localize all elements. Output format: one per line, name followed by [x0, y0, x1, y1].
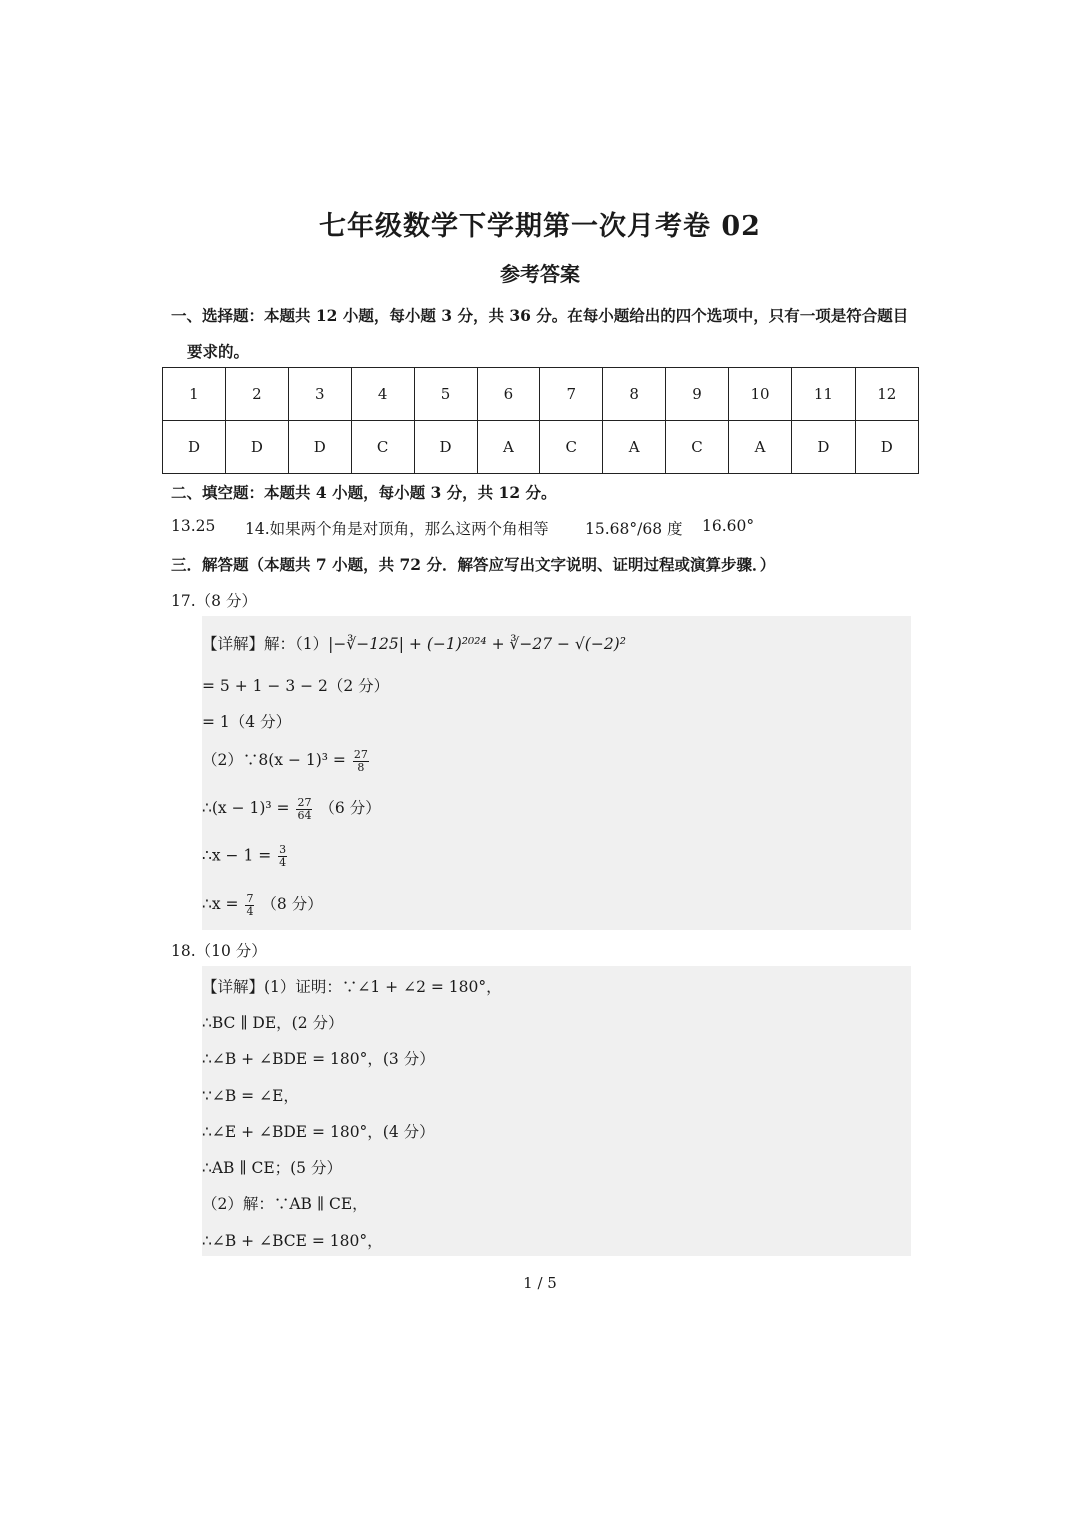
table-cell: D — [855, 421, 918, 474]
q17-line-5-suffix: （6 分） — [319, 799, 381, 817]
q17-line-5 — [202, 796, 381, 822]
table-cell: 5 — [414, 368, 477, 421]
q18-line-5: ∴∠E + ∠BDE = 180°，(4 分） — [202, 1123, 435, 1141]
table-cell: 11 — [792, 368, 855, 421]
q17-line-7-suffix: （8 分） — [261, 895, 323, 913]
q17-line-2: = 5 + 1 − 3 − 2（2 分） — [202, 677, 390, 695]
table-cell: 8 — [603, 368, 666, 421]
table-cell: D — [288, 421, 351, 474]
fraction — [245, 893, 254, 918]
table-cell: D — [225, 421, 288, 474]
fraction-denominator: 8 — [357, 760, 365, 774]
q17-line-7 — [202, 892, 323, 918]
q18-line-4: ∵∠B = ∠E， — [202, 1087, 299, 1105]
table-cell: C — [351, 421, 414, 474]
fraction-denominator: 4 — [246, 904, 254, 918]
table-cell: D — [792, 421, 855, 474]
table-cell: D — [163, 421, 226, 474]
table-cell: 7 — [540, 368, 603, 421]
page-number: 1 / 5 — [523, 1274, 557, 1292]
fraction-denominator: 64 — [297, 808, 312, 822]
q17-line-3: = 1（4 分） — [202, 713, 292, 731]
answer-table-answer-row — [163, 421, 919, 474]
fraction-numerator: 7 — [246, 891, 254, 905]
page-title: 七年级数学下学期第一次月考卷 02 — [319, 211, 761, 242]
table-cell: C — [666, 421, 729, 474]
table-cell: C — [540, 421, 603, 474]
table-cell: A — [477, 421, 540, 474]
q17-line-5-prefix: ∴(x − 1)³ = — [202, 799, 290, 817]
fraction-numerator: 27 — [297, 795, 312, 809]
q18-line-6: ∴AB ∥ CE；(5 分） — [202, 1159, 342, 1177]
section3-heading: 三．解答题（本题共 7 小题，共 72 分．解答应写出文字说明、证明过程或演算步骤．） — [171, 555, 776, 574]
table-cell: 10 — [728, 368, 791, 421]
answer-14: 14.如果两个角是对顶角，那么这两个角相等 — [245, 520, 549, 538]
table-cell: A — [728, 421, 791, 474]
answer-table — [162, 367, 919, 474]
table-cell: 1 — [163, 368, 226, 421]
section2-heading: 二、填空题：本题共 4 小题，每小题 3 分，共 12 分。 — [171, 483, 557, 502]
answer-15: 15.68°/68 度 — [585, 520, 683, 538]
q17-line-6-prefix: ∴x − 1 = — [202, 846, 272, 865]
table-cell: 2 — [225, 368, 288, 421]
fraction — [353, 749, 369, 774]
section1-heading: 一、选择题：本题共 12 小题，每小题 3 分，共 36 分。在每小题给出的四个选项中，只有一项是符合题目 — [171, 306, 909, 325]
q17-line-1-prefix: 【详解】解：（1） — [202, 635, 329, 653]
fraction-numerator: 3 — [279, 843, 287, 856]
q18-line-3: ∴∠B + ∠BDE = 180°，(3 分） — [202, 1050, 435, 1068]
fraction — [278, 844, 287, 869]
page-subtitle: 参考答案 — [500, 262, 580, 286]
answer-16: 16.60° — [702, 517, 755, 535]
table-cell: 3 — [288, 368, 351, 421]
q17-line-4-prefix: （2）∵8(x − 1)³ = — [202, 751, 346, 769]
q18-label: 18.（10 分） — [171, 942, 267, 960]
q17-line-4 — [202, 748, 371, 774]
fraction-numerator: 27 — [353, 747, 368, 761]
answer-table-header-row — [163, 368, 919, 421]
table-cell: A — [603, 421, 666, 474]
answer-13: 13.25 — [171, 517, 216, 535]
fraction — [296, 797, 312, 822]
table-cell: 9 — [666, 368, 729, 421]
table-cell: 4 — [351, 368, 414, 421]
q18-line-2: ∴BC ∥ DE，(2 分） — [202, 1014, 344, 1032]
q17-line-7-prefix: ∴x = — [202, 895, 239, 913]
fraction-denominator: 4 — [279, 856, 287, 869]
q18-line-1: 【详解】(1）证明：∵∠1 + ∠2 = 180°， — [202, 978, 502, 996]
table-cell: 6 — [477, 368, 540, 421]
table-cell: 12 — [855, 368, 918, 421]
q17-line-6 — [202, 844, 289, 869]
q17-line-1 — [202, 632, 626, 654]
table-cell: D — [414, 421, 477, 474]
q17-label: 17.（8 分） — [171, 592, 257, 610]
q18-line-8: ∴∠B + ∠BCE = 180°， — [202, 1232, 383, 1250]
q18-line-7: （2）解：∵AB ∥ CE， — [202, 1195, 368, 1213]
q17-expression: |−∛−125| + (−1)²⁰²⁴ + ∛−27 − √(−2)² — [328, 635, 626, 653]
section1-heading-cont: 要求的。 — [187, 342, 250, 361]
